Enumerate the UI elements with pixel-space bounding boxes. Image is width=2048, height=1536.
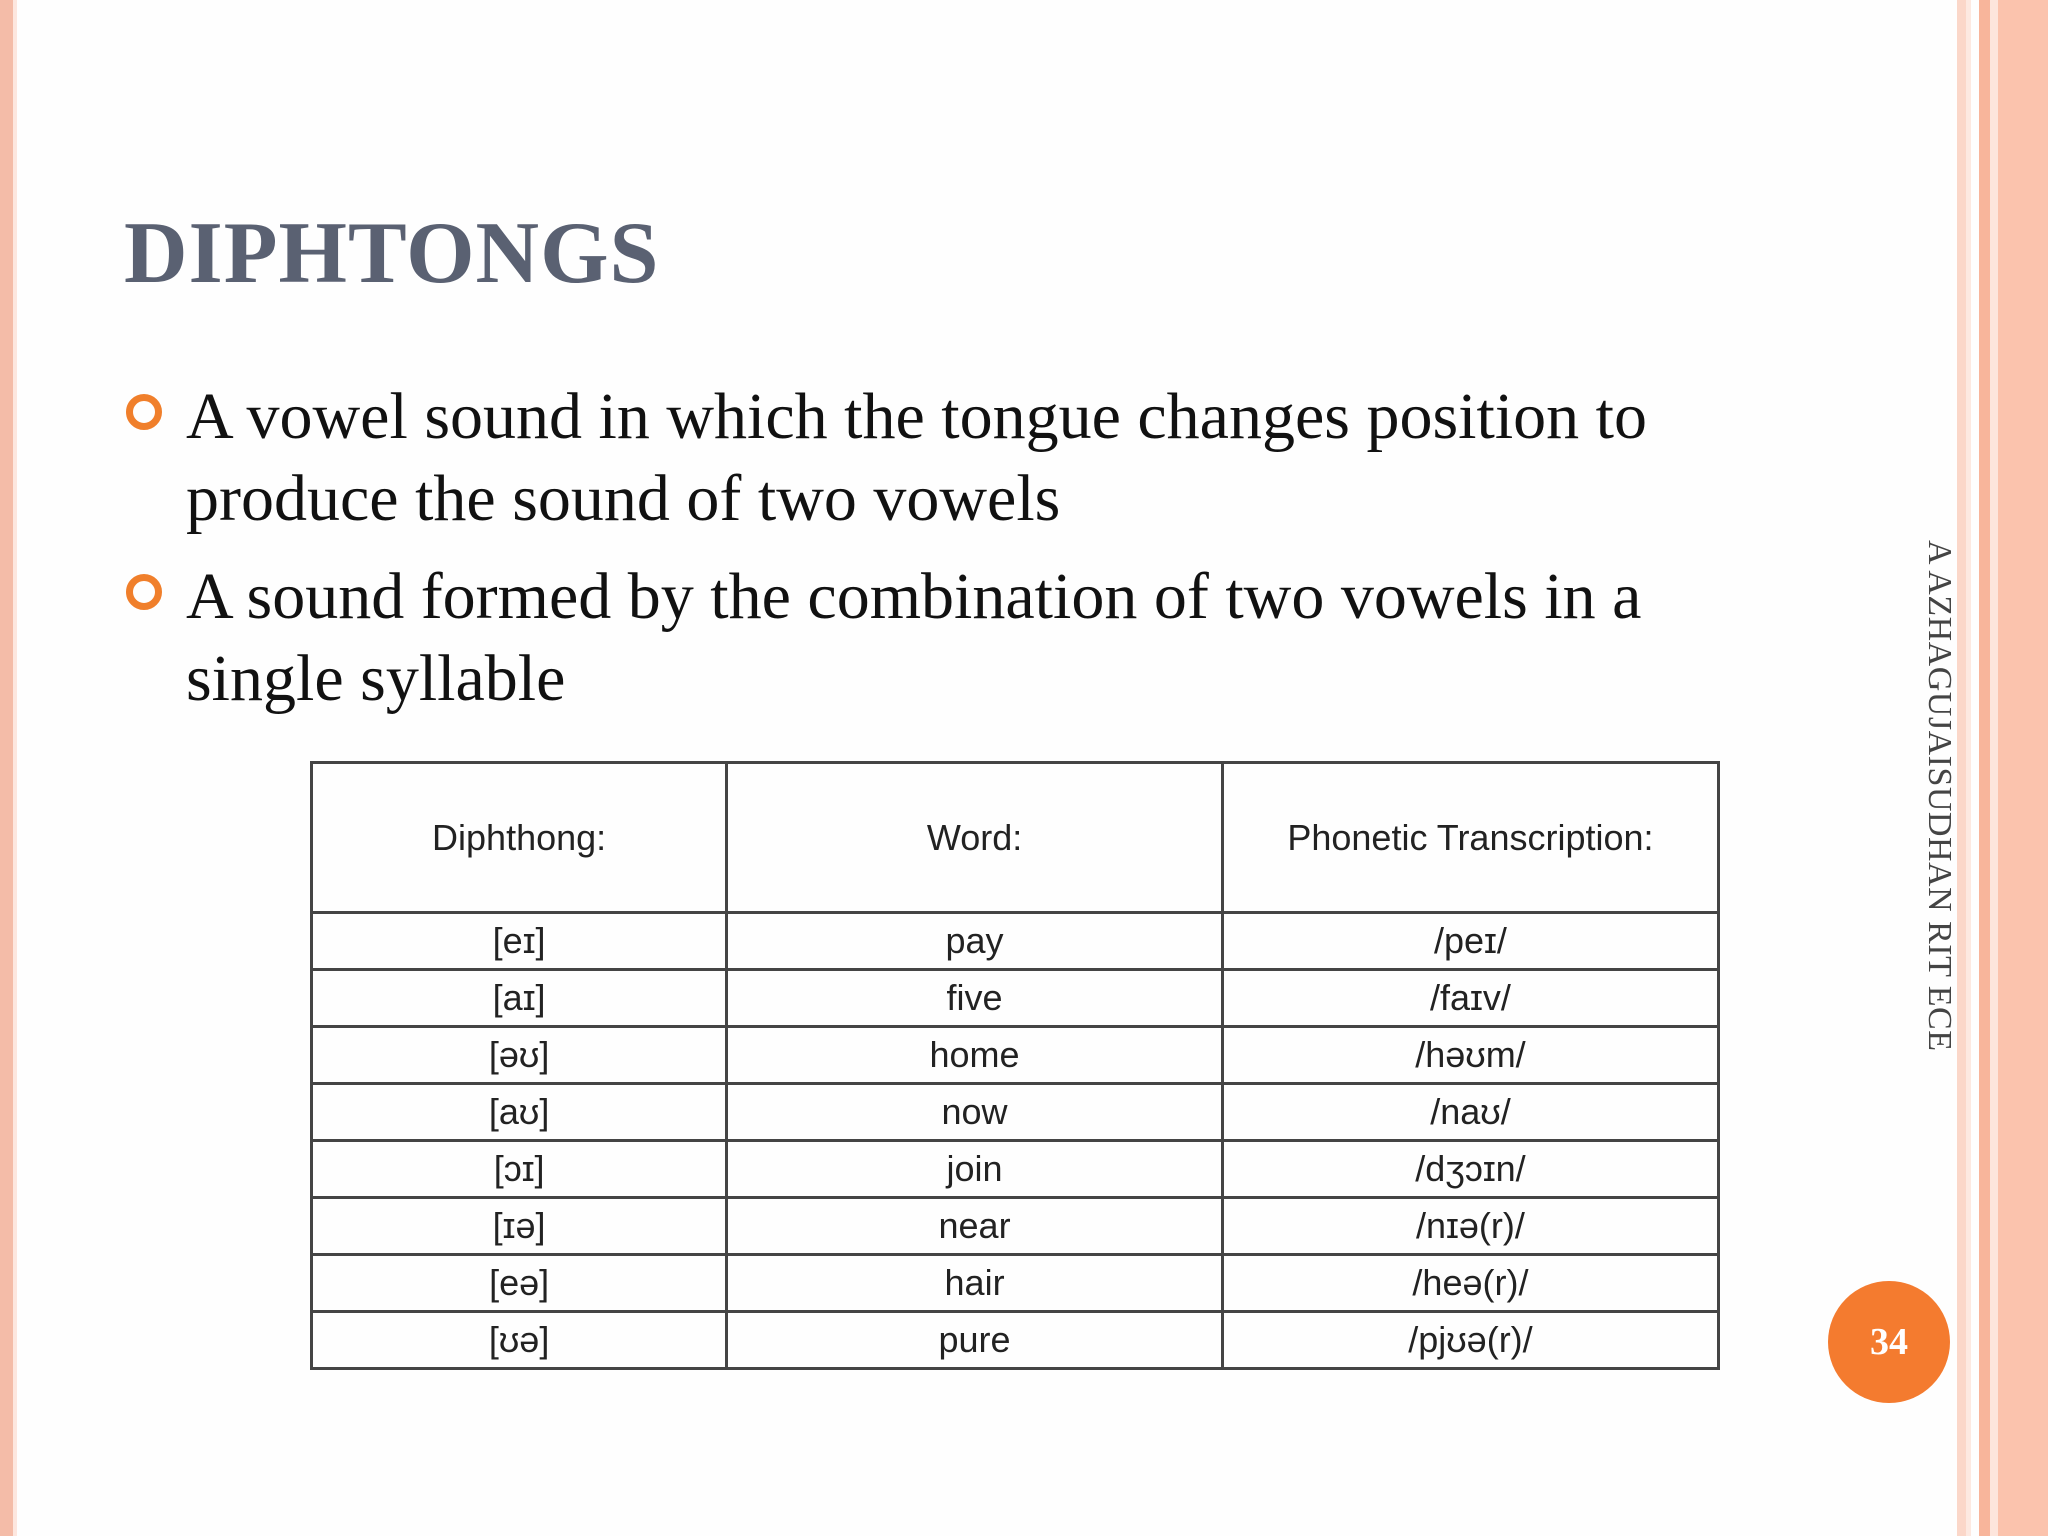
cell-transcription: /peɪ/	[1222, 913, 1718, 970]
bullet-list	[126, 376, 1726, 736]
left-border-stripe	[0, 0, 13, 1536]
cell-word: join	[727, 1141, 1223, 1198]
right-border-stripe	[1998, 0, 2048, 1536]
cell-diphthong: [ɔɪ]	[312, 1141, 727, 1198]
author-footer-vertical: A AZHAGUJAISUDHAN RIT ECE	[1921, 540, 1958, 1052]
circle-bullet-icon	[126, 394, 162, 430]
cell-diphthong: [ʊə]	[312, 1312, 727, 1369]
cell-transcription: /naʊ/	[1222, 1084, 1718, 1141]
right-border-stripe	[1966, 0, 1971, 1536]
bullet-text: A sound formed by the combination of two vowels in a single syllable	[186, 560, 1642, 715]
right-border-stripe	[1957, 0, 1966, 1536]
table-row	[312, 1255, 1719, 1312]
bullet-text: A vowel sound in which the tongue changes position to produce the sound of two vowels	[186, 380, 1647, 535]
right-border-stripe	[1979, 0, 1990, 1536]
table-row	[312, 970, 1719, 1027]
cell-transcription: /həʊm/	[1222, 1027, 1718, 1084]
cell-transcription: /faɪv/	[1222, 970, 1718, 1027]
right-border-stripe	[1990, 0, 1998, 1536]
cell-transcription: /nɪə(r)/	[1222, 1198, 1718, 1255]
cell-word: now	[727, 1084, 1223, 1141]
table-row	[312, 1027, 1719, 1084]
table-row	[312, 1198, 1719, 1255]
table-row	[312, 1312, 1719, 1369]
table-row	[312, 1084, 1719, 1141]
cell-diphthong: [eə]	[312, 1255, 727, 1312]
cell-diphthong: [eɪ]	[312, 913, 727, 970]
table-row	[312, 913, 1719, 970]
left-border-stripe-light	[13, 0, 17, 1536]
cell-word: five	[727, 970, 1223, 1027]
cell-transcription: /dʒɔɪn/	[1222, 1141, 1718, 1198]
cell-transcription: /heə(r)/	[1222, 1255, 1718, 1312]
cell-word: pay	[727, 913, 1223, 970]
cell-transcription: /pjʊə(r)/	[1222, 1312, 1718, 1369]
cell-diphthong: [aʊ]	[312, 1084, 727, 1141]
cell-word: near	[727, 1198, 1223, 1255]
cell-word: pure	[727, 1312, 1223, 1369]
cell-diphthong: [əʊ]	[312, 1027, 727, 1084]
diphthong-table	[310, 761, 1720, 1370]
bullet-item	[126, 556, 1726, 720]
header-phonetic-transcription: Phonetic Transcription:	[1222, 763, 1718, 913]
table-header-row	[312, 763, 1719, 913]
page-number-badge: 34	[1828, 1281, 1950, 1403]
table-row	[312, 1141, 1719, 1198]
circle-bullet-icon	[126, 574, 162, 610]
cell-diphthong: [aɪ]	[312, 970, 727, 1027]
slide-title: DIPHTONGS	[124, 205, 660, 302]
bullet-item	[126, 376, 1726, 540]
cell-diphthong: [ɪə]	[312, 1198, 727, 1255]
header-diphthong: Diphthong:	[312, 763, 727, 913]
cell-word: home	[727, 1027, 1223, 1084]
cell-word: hair	[727, 1255, 1223, 1312]
header-word: Word:	[727, 763, 1223, 913]
